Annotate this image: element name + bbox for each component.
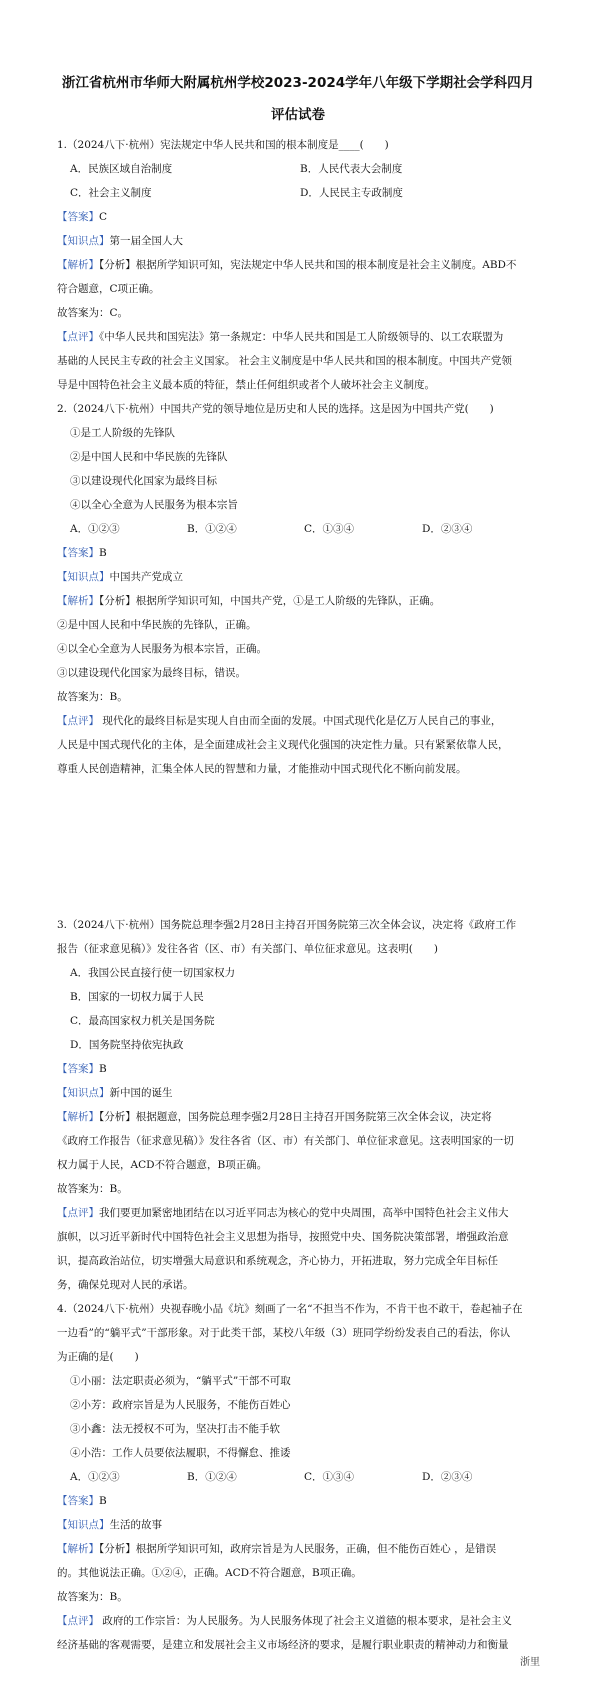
q2-final-answer: 故答案为：B。 xyxy=(57,691,128,703)
q4-analysis xyxy=(57,1542,496,1556)
q2-option-d: D．②③④ xyxy=(422,523,473,535)
q2-knowledge xyxy=(57,570,183,584)
analysis-tag: 【解析】 xyxy=(57,259,99,271)
q2-analysis-cont: ④以全心全意为人民服务为根本宗旨，正确。 xyxy=(57,643,267,655)
q2-stem: 2.（2024八下·杭州）中国共产党的领导地位是历史和人民的选择。这是因为中国共产党( ) xyxy=(57,403,494,415)
q1-stem: 1.（2024八下·杭州）宪法规定中华人民共和国的根本制度是____( ) xyxy=(57,139,389,151)
q1-option-b: B．人民代表大会制度 xyxy=(300,163,403,175)
comment-text: 《中华人民共和国宪法》第一条规定：中华人民共和国是工人阶级领导的、以工农联盟为 xyxy=(99,331,504,343)
q3-final-answer: 故答案为：B。 xyxy=(57,1183,128,1195)
knowledge-tag: 【知识点】 xyxy=(57,1087,110,1099)
q2-comment xyxy=(57,714,501,728)
q3-option-d: D．国务院坚持依宪执政 xyxy=(70,1039,184,1051)
q4-option-a: A．①②③ xyxy=(70,1471,120,1483)
q2-comment-cont: 人民是中国式现代化的主体，是全面建成社会主义现代化强国的决定性力量。只有紧紧依靠人民， xyxy=(57,739,509,751)
knowledge-tag: 【知识点】 xyxy=(57,571,110,583)
q4-statement: ④小浩：工作人员要依法履职，不得懈怠、推诿 xyxy=(70,1447,291,1459)
knowledge-value: 中国共产党成立 xyxy=(109,571,183,583)
q4-knowledge xyxy=(57,1518,162,1532)
comment-tag: 【点评】 xyxy=(57,1207,99,1219)
q3-comment-cont: 旗帜，以习近平新时代中国特色社会主义思想为指导，按照党中央、国务院决策部署，增强政治意 xyxy=(57,1231,509,1243)
analysis-tag: 【解析】 xyxy=(57,595,99,607)
answer-tag: 【答案】 xyxy=(57,1495,99,1507)
q2-option-b: B．①②④ xyxy=(187,523,237,535)
q3-comment xyxy=(57,1206,509,1220)
knowledge-tag: 【知识点】 xyxy=(57,1519,110,1531)
q1-comment xyxy=(57,330,503,344)
q4-stem-cont: 为正确的是( ) xyxy=(57,1351,139,1363)
q4-statement: ②小芳：政府宗旨是为人民服务，不能伤百姓心 xyxy=(70,1399,291,1411)
q2-statement: ①是工人阶级的先锋队 xyxy=(70,427,175,439)
answer-value: B xyxy=(99,1063,107,1075)
q3-answer xyxy=(57,1062,107,1076)
analysis-text: 【分析】根据所学知识可知，中国共产党，①是工人阶级的先锋队，正确。 xyxy=(99,595,441,607)
comment-text: 现代化的最终目标是实现人自由而全面的发展。中国式现代化是亿万人民自己的事业， xyxy=(99,715,502,727)
analysis-text: 【分析】根据所学知识可知，宪法规定中华人民共和国的根本制度是社会主义制度。ABD不 xyxy=(99,259,517,271)
q2-statement: ②是中国人民和中华民族的先锋队 xyxy=(70,451,228,463)
knowledge-value: 第一届全国人大 xyxy=(109,235,183,247)
q2-statement: ③以建设现代化国家为最终目标 xyxy=(70,475,217,487)
q4-analysis-cont: 的。其他说法正确。①②④，正确。ACD不符合题意，B项正确。 xyxy=(57,1567,362,1579)
q4-comment xyxy=(57,1614,512,1628)
q2-answer xyxy=(57,546,107,560)
analysis-text: 【分析】根据所学知识可知，政府宗旨是为人民服务，正确，但不能伤百姓心 ，是错误 xyxy=(99,1543,497,1555)
q3-option-c: C．最高国家权力机关是国务院 xyxy=(70,1015,215,1027)
q1-comment-cont: 导是中国特色社会主义最本质的特征，禁止任何组织或者个人破坏社会主义制度。 xyxy=(57,379,435,391)
knowledge-tag: 【知识点】 xyxy=(57,235,110,247)
q1-option-a: A．民族区域自治制度 xyxy=(70,163,173,175)
q4-stem: 4.（2024八下·杭州）央视春晚小品《坑》刻画了一名“不担当不作为，不肯干也不敢干，卷起袖子在 xyxy=(57,1303,523,1315)
page-title-line1: 浙江省杭州市华师大附属杭州学校2023-2024学年八年级下学期社会学科四月 xyxy=(61,75,535,91)
q2-comment-cont: 尊重人民创造精神，汇集全体人民的智慧和力量，才能推动中国式现代化不断向前发展。 xyxy=(57,763,467,775)
q2-analysis xyxy=(57,594,440,608)
q4-stem-cont: 一边看”的“躺平式”干部形象。对于此类干部，某校八年级（3）班同学纷纷发表自己的看法，你认 xyxy=(57,1327,511,1339)
q4-comment-cont: 经济基础的客观需要，是建立和发展社会主义市场经济的要求，是履行职业职责的精神动力和衡量 xyxy=(57,1639,509,1651)
comment-tag: 【点评】 xyxy=(57,1615,99,1627)
q3-knowledge xyxy=(57,1086,173,1100)
q3-analysis xyxy=(57,1110,492,1124)
analysis-text: 【分析】根据题意，国务院总理李强2月28日主持召开国务院第三次全体会议，决定将 xyxy=(99,1111,492,1123)
q1-option-c: C．社会主义制度 xyxy=(70,187,152,199)
q4-statement: ①小丽：法定职责必须为，“躺平式”干部不可取 xyxy=(70,1375,291,1387)
knowledge-value: 新中国的诞生 xyxy=(109,1087,173,1099)
answer-value: B xyxy=(99,547,107,559)
page-title-line2: 评估试卷 xyxy=(271,107,325,123)
q2-option-c: C．①③④ xyxy=(304,523,355,535)
analysis-tag: 【解析】 xyxy=(57,1543,99,1555)
answer-tag: 【答案】 xyxy=(57,1063,99,1075)
answer-value: C xyxy=(99,211,108,223)
comment-text: 我们要更加紧密地团结在以习近平同志为核心的党中央周围，高举中国特色社会主义伟大 xyxy=(99,1207,509,1219)
q4-answer xyxy=(57,1494,107,1508)
analysis-tag: 【解析】 xyxy=(57,1111,99,1123)
q3-comment-cont: 识，提高政治站位，切实增强大局意识和系统观念，齐心协力，开拓进取，努力完成全年目标任 xyxy=(57,1255,498,1267)
comment-tag: 【点评】 xyxy=(57,715,99,727)
q1-comment-cont: 基础的人民民主专政的社会主义国家。 社会主义制度是中华人民共和国的根本制度。中国共产党领 xyxy=(57,355,512,367)
q3-stem: 3.（2024八下·杭州）国务院总理李强2月28日主持召开国务院第三次全体会议，决定将《政府工作 xyxy=(57,919,517,931)
q2-statement: ④以全心全意为人民服务为根本宗旨 xyxy=(70,499,238,511)
q3-comment-cont: 务，确保兑现对人民的承诺。 xyxy=(57,1279,194,1291)
q3-analysis-cont: 《政府工作报告（征求意见稿）》发往各省（区、市）有关部门、单位征求意见。这表明国家的一切 xyxy=(57,1135,514,1147)
q1-final-answer: 故答案为：C。 xyxy=(57,307,129,319)
q2-option-a: A．①②③ xyxy=(70,523,120,535)
comment-text: 政府的工作宗旨：为人民服务。为人民服务体现了社会主义道德的根本要求，是社会主义 xyxy=(99,1615,512,1627)
q1-analysis xyxy=(57,258,516,272)
q3-option-b: B．国家的一切权力属于人民 xyxy=(70,991,204,1003)
q1-knowledge xyxy=(57,234,183,248)
q4-final-answer: 故答案为：B。 xyxy=(57,1591,128,1603)
comment-tag: 【点评】 xyxy=(57,331,99,343)
knowledge-value: 生活的故事 xyxy=(109,1519,162,1531)
q3-option-a: A．我国公民直接行使一切国家权力 xyxy=(70,967,236,979)
q4-option-d: D．②③④ xyxy=(422,1471,473,1483)
q2-analysis-cont: ③以建设现代化国家为最终目标，错误。 xyxy=(57,667,246,679)
q1-option-d: D．人民民主专政制度 xyxy=(300,187,403,199)
answer-tag: 【答案】 xyxy=(57,547,99,559)
q1-answer xyxy=(57,210,107,224)
q4-statement: ③小鑫：法无授权不可为，坚决打击不能手软 xyxy=(70,1423,280,1435)
page-footer: 浙里 xyxy=(520,1657,540,1668)
q1-analysis-cont: 符合题意，C项正确。 xyxy=(57,283,160,295)
q2-analysis-cont: ②是中国人民和中华民族的先锋队，正确。 xyxy=(57,619,257,631)
q4-option-c: C．①③④ xyxy=(304,1471,355,1483)
q4-option-b: B．①②④ xyxy=(187,1471,237,1483)
q3-analysis-cont: 权力属于人民，ACD不符合题意，B项正确。 xyxy=(57,1159,268,1171)
q3-stem-cont: 报告（征求意见稿）》发往各省（区、市）有关部门、单位征求意见。这表明( ) xyxy=(57,943,438,955)
answer-value: B xyxy=(99,1495,107,1507)
answer-tag: 【答案】 xyxy=(57,211,99,223)
